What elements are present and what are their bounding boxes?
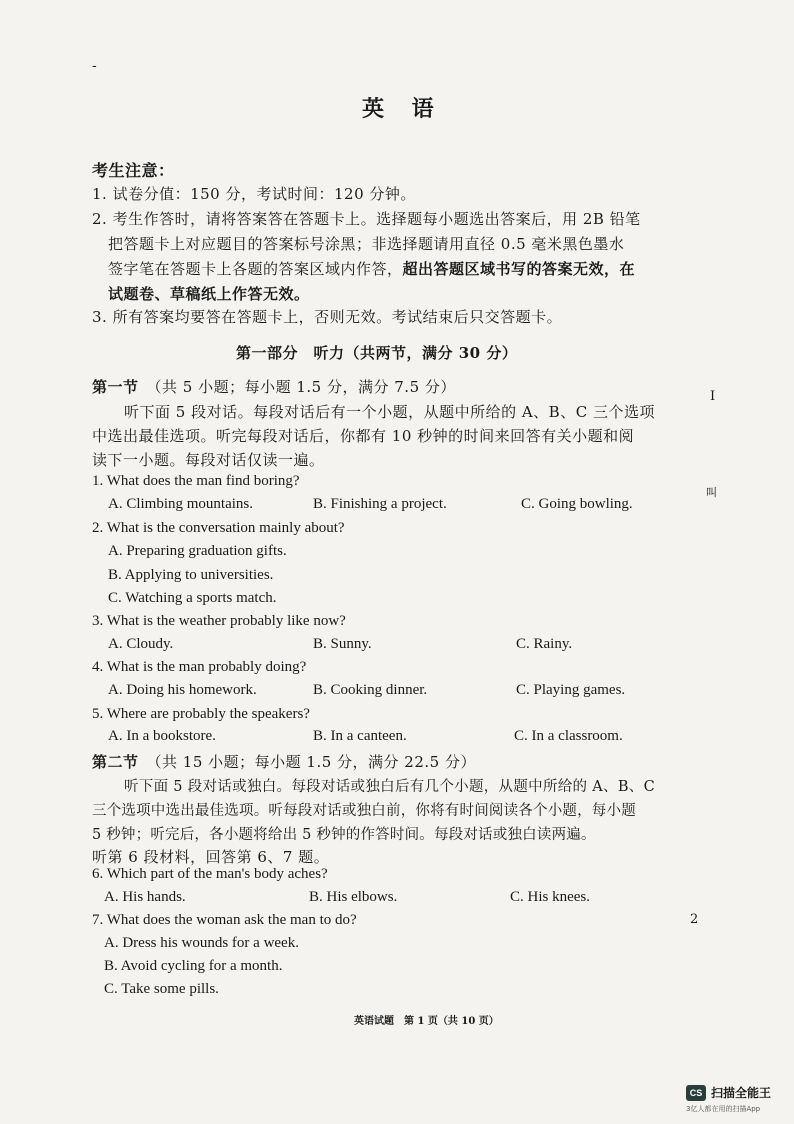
question-3-option-a: A. Cloudy. <box>108 636 174 652</box>
question-7-option-a: A. Dress his wounds for a week. <box>104 935 299 951</box>
section-two-header <box>92 751 476 772</box>
question-3-stem: 3. What is the weather probably like now? <box>92 613 346 629</box>
margin-mark-3: 2 <box>690 912 699 927</box>
question-1-option-b: B. Finishing a project. <box>313 496 447 512</box>
question-3-option-b: B. Sunny. <box>313 636 372 652</box>
question-2-option-a: A. Preparing graduation gifts. <box>108 543 287 559</box>
question-2-option-c: C. Watching a sports match. <box>108 590 277 606</box>
question-5-option-a: A. In a bookstore. <box>108 728 216 744</box>
notice-item-2-line-1: 2. 考生作答时，请将答案答在答题卡上。选择题每小题选出答案后，用 2B 铅笔 <box>92 210 641 228</box>
section-two-intro-line-1: 听下面 5 段对话或独白。每段对话或独白后有几个小题，从题中所给的 A、B、C <box>124 779 655 795</box>
cs-logo-icon: CS <box>686 1085 706 1101</box>
section-one-intro-line-3: 读下一小题。每段对话仅读一遍。 <box>92 451 325 469</box>
question-5-stem: 5. Where are probably the speakers? <box>92 706 310 722</box>
notice-item-2-line-3 <box>108 258 635 279</box>
question-2-option-b: B. Applying to universities. <box>108 567 274 583</box>
question-4-stem: 4. What is the man probably doing? <box>92 659 307 675</box>
question-7-option-b: B. Avoid cycling for a month. <box>104 958 283 974</box>
section-one-intro-line-2: 中选出最佳选项。听完每段对话后，你都有 10 秒钟的时间来回答有关小题和阅 <box>92 427 635 445</box>
scanner-app-tagline: 3亿人都在用的扫描App <box>686 1105 761 1113</box>
section-one-meta: （共 5 小题；每小题 1.5 分，满分 7.5 分） <box>146 378 456 396</box>
notice-item-2-line-3-normal: 签字笔在答题卡上各题的答案区域内作答， <box>108 260 403 278</box>
notice-item-3: 3. 所有答案均要答在答题卡上，否则无效。考试结束后只交答题卡。 <box>92 308 563 326</box>
question-2-stem: 2. What is the conversation mainly about? <box>92 520 345 536</box>
corner-dash: - <box>92 58 97 74</box>
notice-item-1: 1. 试卷分值：150 分，考试时间：120 分钟。 <box>92 185 416 203</box>
section-one-header <box>92 376 456 397</box>
question-6-option-a: A. His hands. <box>104 889 186 905</box>
question-6-option-b: B. His elbows. <box>309 889 398 905</box>
question-3-option-c: C. Rainy. <box>516 636 573 652</box>
question-6-stem: 6. Which part of the man's body aches? <box>92 866 328 882</box>
notice-heading: 考生注意： <box>92 161 175 180</box>
section-two-intro-line-2: 三个选项中选出最佳选项。听每段对话或独白前，你将有时间阅读各个小题，每小题 <box>92 803 636 819</box>
question-6-option-c: C. His knees. <box>510 889 590 905</box>
part-one-title: 第一部分 听力（共两节，满分 30 分） <box>236 344 518 362</box>
question-7-stem: 7. What does the woman ask the man to do? <box>92 912 357 928</box>
question-7-option-c: C. Take some pills. <box>104 981 219 997</box>
question-5-option-b: B. In a canteen. <box>313 728 407 744</box>
question-1-stem: 1. What does the man find boring? <box>92 473 300 489</box>
margin-mark-2: 叫 <box>706 486 717 499</box>
question-4-option-a: A. Doing his homework. <box>108 682 257 698</box>
section-one-intro-line-1: 听下面 5 段对话。每段对话后有一个小题，从题中所给的 A、B、C 三个选项 <box>124 403 655 421</box>
section-two-meta: （共 15 小题；每小题 1.5 分，满分 22.5 分） <box>146 753 476 771</box>
notice-item-2-line-3-bold: 超出答题区域书写的答案无效，在 <box>402 260 636 278</box>
scanner-app-name: 扫描全能王 <box>711 1086 772 1100</box>
question-4-option-b: B. Cooking dinner. <box>313 682 428 698</box>
section-one-heading: 第一节 <box>92 378 139 396</box>
question-1-option-a: A. Climbing mountains. <box>108 496 254 512</box>
section-two-heading: 第二节 <box>92 753 139 771</box>
margin-mark-1: I <box>710 389 716 404</box>
section-two-material-6: 听第 6 段材料，回答第 6、7 题。 <box>92 848 330 866</box>
page-title: 英 语 <box>362 96 444 122</box>
section-two-intro-line-3: 5 秒钟；听完后，各小题将给出 5 秒钟的作答时间。每段对话或独白读两遍。 <box>92 827 596 843</box>
scanner-watermark <box>686 1084 771 1101</box>
question-1-option-c: C. Going bowling. <box>521 496 633 512</box>
notice-item-2-line-2: 把答题卡上对应题目的答案标号涂黑；非选择题请用直径 0.5 毫米黑色墨水 <box>108 235 625 253</box>
page-footer: 英语试题 第 1 页（共 10 页） <box>354 1016 499 1027</box>
question-4-option-c: C. Playing games. <box>516 682 626 698</box>
notice-item-2-line-4: 试题卷、草稿纸上作答无效。 <box>108 285 310 303</box>
question-5-option-c: C. In a classroom. <box>514 728 623 744</box>
